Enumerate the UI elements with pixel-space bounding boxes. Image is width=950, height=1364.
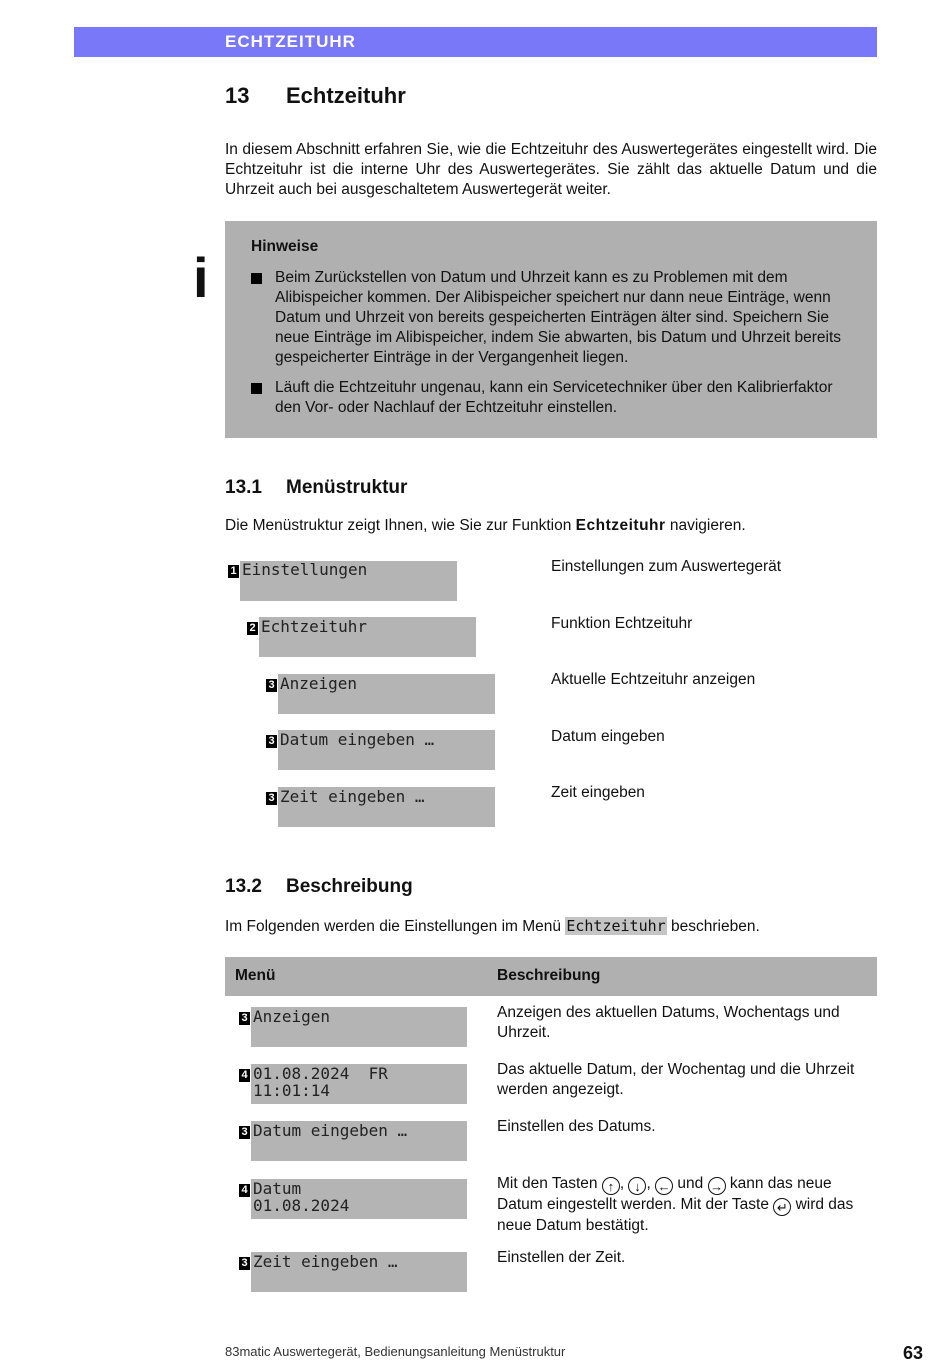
subsection-title: Menüstruktur	[286, 477, 408, 498]
level-badge: 4	[239, 1184, 250, 1197]
section-heading	[225, 83, 406, 109]
lcd-text: Echtzeituhr	[261, 617, 367, 636]
lcd-text: Datum eingeben …	[253, 1121, 408, 1140]
subsection-heading-description	[225, 876, 413, 898]
arrow-down-key-icon: ↓	[628, 1177, 646, 1195]
lcd-text: Datum 01.08.2024	[253, 1179, 350, 1215]
desc-text: ,	[646, 1175, 656, 1192]
description-intro	[225, 916, 877, 937]
note-item-text: Beim Zurückstellen von Datum und Uhrzeit kann es zu Problemen mit dem Alibispeicher kommen. Der Alibispeicher speichert nur dann neue Einträge, wenn Datum und Uhrzeit von bereits gespeicherten Einträgen älter sind. Speichern Sie neue Einträge im Alibispeicher, indem Sie abwarten, bis Datum und Uhrzeit bereits gespeicherter Einträge in der Vergangenheit liegen.	[275, 269, 842, 366]
inline-lcd-text: Echtzeituhr	[566, 917, 666, 935]
intro-text: beschrieben.	[666, 918, 760, 935]
level-badge: 1	[228, 565, 239, 578]
desc-text: Mit den Tasten	[497, 1175, 602, 1192]
level-badge: 3	[239, 1012, 250, 1025]
arrow-up-key-icon: ↑	[602, 1177, 620, 1195]
subsection-number: 13.1	[225, 477, 262, 498]
table-row-desc: Einstellen des Datums.	[497, 1118, 656, 1135]
menu-row-desc: Einstellungen zum Auswertegerät	[551, 558, 782, 575]
table-row-desc: Das aktuelle Datum, der Wochentag und die Uhrzeit werden angezeigt.	[497, 1061, 855, 1098]
level-badge: 3	[239, 1257, 250, 1270]
column-header-menu: Menü	[235, 967, 276, 984]
note-box	[225, 221, 877, 438]
lcd-text: Anzeigen	[253, 1007, 331, 1026]
level-badge: 3	[239, 1126, 250, 1139]
lcd-text: 01.08.2024 FR 11:01:14	[253, 1064, 388, 1100]
lcd-text: Anzeigen	[280, 674, 358, 693]
lcd-text: Zeit eingeben …	[253, 1252, 398, 1271]
subsection-number: 13.2	[225, 876, 262, 897]
table-row-desc	[497, 1174, 869, 1236]
desc-text: und	[673, 1175, 708, 1192]
chapter-header-bar	[74, 27, 877, 57]
menu-row-desc: Funktion Echtzeituhr	[551, 615, 693, 632]
intro-text: navigieren.	[665, 517, 746, 534]
subsection-heading-menu-structure	[225, 477, 407, 499]
column-header-description: Beschreibung	[497, 967, 601, 984]
bullet-square-icon	[251, 383, 262, 394]
info-icon: i	[193, 246, 209, 309]
note-item	[275, 378, 853, 418]
table-row-desc: Einstellen der Zeit.	[497, 1249, 626, 1266]
enter-key-icon: ↵	[773, 1198, 791, 1216]
section-title: Echtzeituhr	[286, 83, 406, 108]
level-badge: 3	[266, 679, 277, 692]
arrow-right-key-icon: →	[708, 1177, 726, 1195]
note-item-text: Läuft die Echtzeituhr ungenau, kann ein Servicetechniker über den Kalibrierfaktor den Vor- oder Nachlauf der Echtzeituhr einstellen.	[275, 379, 833, 416]
level-badge: 3	[266, 735, 277, 748]
chapter-header-title: ECHTZEITUHR	[225, 32, 356, 51]
table-header	[225, 957, 877, 996]
arrow-left-key-icon: ←	[655, 1177, 673, 1195]
footer-text: 83matic Auswertegerät, Bedienungsanleitung Menüstruktur	[225, 1344, 566, 1359]
lcd-text: Zeit eingeben …	[280, 787, 425, 806]
note-item	[275, 268, 853, 368]
intro-text: Im Folgenden werden die Einstellungen im Menü	[225, 918, 566, 935]
menu-structure-intro	[225, 516, 877, 536]
menu-row-desc: Zeit eingeben	[551, 784, 645, 801]
menu-row-desc: Datum eingeben	[551, 728, 665, 745]
desc-text: kann das neue Datum eingestellt werden. Mit der Taste	[497, 1175, 832, 1213]
bullet-square-icon	[251, 273, 262, 284]
subsection-title: Beschreibung	[286, 876, 413, 897]
section-number: 13	[225, 83, 250, 108]
section-intro: In diesem Abschnitt erfahren Sie, wie die Echtzeituhr des Auswertegerätes eingestellt wird. Die Echtzeituhr ist die interne Uhr des Auswertegerätes. Sie zählt das aktuelle Datum und die Uhrzeit auch bei ausgeschaltetem Auswertegerät weiter.	[225, 141, 877, 198]
level-badge: 3	[266, 792, 277, 805]
level-badge: 4	[239, 1069, 250, 1082]
table-row-desc: Anzeigen des aktuellen Datums, Wochentags und Uhrzeit.	[497, 1004, 840, 1041]
page-number: 63	[903, 1343, 924, 1363]
desc-text: wird das neue Datum bestätigt.	[497, 1196, 854, 1234]
intro-text: Die Menüstruktur zeigt Ihnen, wie Sie zur Funktion	[225, 517, 576, 534]
level-badge: 2	[247, 622, 258, 635]
menu-row-desc: Aktuelle Echtzeituhr anzeigen	[551, 671, 756, 688]
desc-text: ,	[619, 1175, 629, 1192]
function-name: Echtzeituhr	[575, 517, 666, 534]
lcd-text: Einstellungen	[242, 560, 368, 579]
lcd-text: Datum eingeben …	[280, 730, 435, 749]
note-title: Hinweise	[251, 238, 319, 255]
